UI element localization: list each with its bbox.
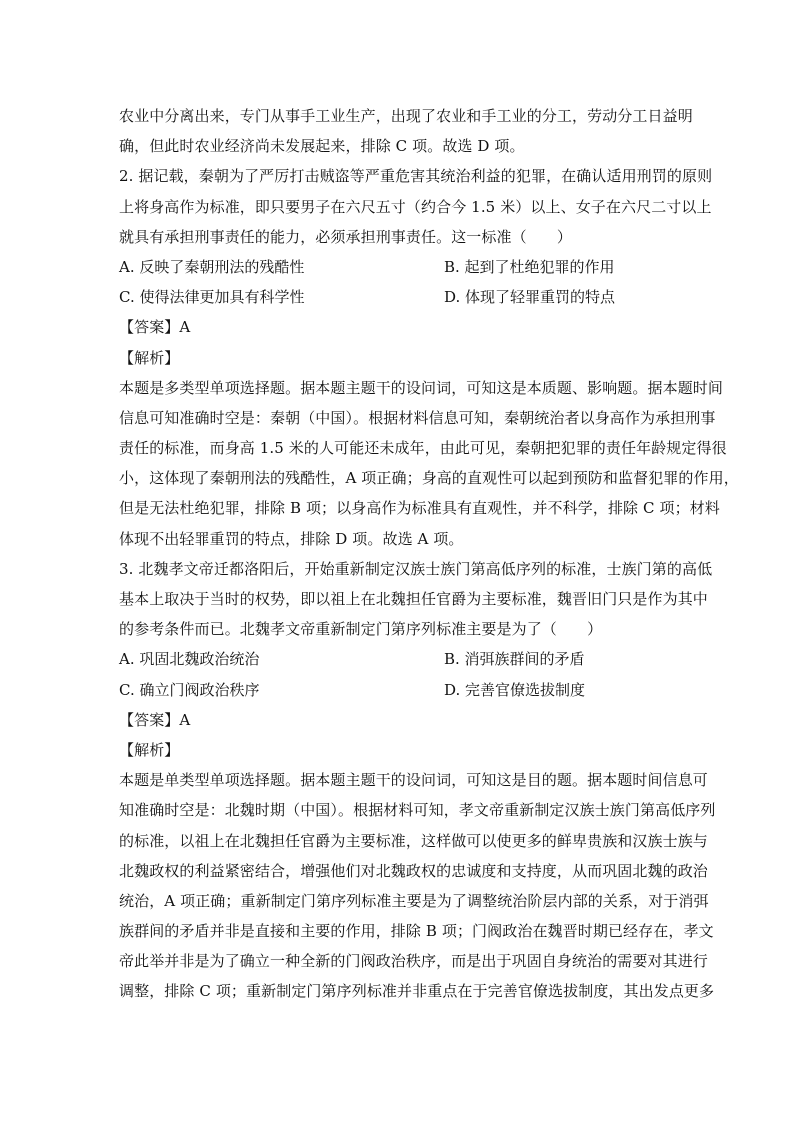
question-2-option-a: A. 反映了秦朝刑法的残酷性 xyxy=(119,257,305,276)
question-3-analysis-line: 统治，A 项正确；重新制定门第序列标准主要是为了调整统治阶层内部的关系，对于消弭 xyxy=(119,891,709,910)
question-2-stem-line: 上将身高作为标准，即只要男子在六尺五寸（约合今 1.5 米）以上、女子在六尺二寸以上 xyxy=(119,197,712,216)
document-body xyxy=(119,101,739,1007)
question-2-analysis-line: 信息可知准确时空是：秦朝（中国）。根据材料信息可知，秦朝统治者以身高作为承担刑事 xyxy=(119,408,716,427)
text-line: 确，但此时农业经济尚未发展起来，排除 C 项。故选 D 项。 xyxy=(119,137,525,156)
question-2-answer: 【答案】A xyxy=(119,318,191,337)
question-3-analysis-line: 北魏政权的利益紧密结合，增强他们对北魏政权的忠诚度和支持度，从而巩固北魏的政治 xyxy=(119,861,708,880)
question-2-analysis-line: 本题是多类型单项选择题。据本题主题干的设问词，可知这是本质题、影响题。据本题时间 xyxy=(119,378,724,397)
question-3-stem-line: 3. 北魏孝文帝迁都洛阳后，开始重新制定汉族士族门第高低序列的标准，士族门第的高低 xyxy=(119,559,713,578)
question-2-stem-line: 就具有承担刑事责任的能力，必须承担刑事责任。这一标准（ ） xyxy=(119,227,573,246)
question-2-options-row-1 xyxy=(119,252,679,282)
question-3-stem-line: 的参考条件而已。北魏孝文帝重新制定门第序列标准主要是为了（ ） xyxy=(119,620,603,639)
question-3-analysis-line: 调整，排除 C 项；重新制定门第序列标准并非重点在于完善官僚选拔制度，其出发点更多 xyxy=(119,982,715,1001)
question-3-answer: 【答案】A xyxy=(119,710,191,729)
question-3-analysis-title: 【解析】 xyxy=(119,740,180,759)
question-3-stem-line: 基本上取决于当时的权势，即以祖上在北魏担任官爵为主要标准，魏晋旧门只是作为其中 xyxy=(119,590,708,608)
question-3-analysis-line: 知准确时空是：北魏时期（中国）。根据材料可知，孝文帝重新制定汉族士族门第高低序列 xyxy=(119,801,716,820)
question-2-analysis-line: 但是无法杜绝犯罪，排除 B 项；以身高作为标准具有直观性，并不科学，排除 C 项；材料 xyxy=(119,499,720,518)
question-2-analysis-line: 责任的标准，而身高 1.5 米的人可能还未成年，由此可见，秦朝把犯罪的责任年龄规定得很 xyxy=(119,439,727,458)
question-2-stem-line: 2. 据记载，秦朝为了严厉打击贼盗等严重危害其统治利益的犯罪，在确认适用刑罚的原则 xyxy=(119,167,713,186)
question-3-options-row-2 xyxy=(119,675,679,705)
question-2-option-c: C. 使得法律更加具有科学性 xyxy=(119,288,305,307)
question-2-option-d: D. 体现了轻罪重罚的特点 xyxy=(444,288,616,307)
question-2-options-row-2 xyxy=(119,282,679,312)
question-3-option-c: C. 确立门阀政治秩序 xyxy=(119,680,260,699)
question-3-options-row-1 xyxy=(119,644,679,674)
question-2-analysis-title: 【解析】 xyxy=(119,348,180,367)
question-3-option-b: B. 消弭族群间的矛盾 xyxy=(444,650,585,669)
question-3-analysis-line: 的标准，以祖上在北魏担任官爵为主要标准，这样做可以使更多的鲜卑贵族和汉族士族与 xyxy=(119,831,708,850)
question-3-analysis-line: 族群间的矛盾并非是直接和主要的作用，排除 B 项；门阀政治在魏晋时期已经存在，孝文 xyxy=(119,922,714,941)
question-3-option-d: D. 完善官僚选拔制度 xyxy=(444,680,586,699)
question-3-analysis-line: 本题是单类型单项选择题。据本题主题干的设问词，可知这是目的题。据本题时间信息可 xyxy=(119,771,708,790)
question-2-option-b: B. 起到了杜绝犯罪的作用 xyxy=(444,257,615,276)
question-3-option-a: A. 巩固北魏政治统治 xyxy=(119,650,260,669)
question-2-analysis-line: 小，这体现了秦朝刑法的残酷性，A 项正确；身高的直观性可以起到预防和监督犯罪的作用， xyxy=(119,469,739,488)
question-2-analysis-line: 体现不出轻罪重罚的特点，排除 D 项。故选 A 项。 xyxy=(119,529,464,548)
question-3-analysis-line: 帝此举并非是为了确立一种全新的门阀政治秩序，而是出于巩固自身统治的需要对其进行 xyxy=(119,952,708,971)
text-line: 农业中分离出来，专门从事手工业生产，出现了农业和手工业的分工，劳动分工日益明 xyxy=(119,107,693,125)
